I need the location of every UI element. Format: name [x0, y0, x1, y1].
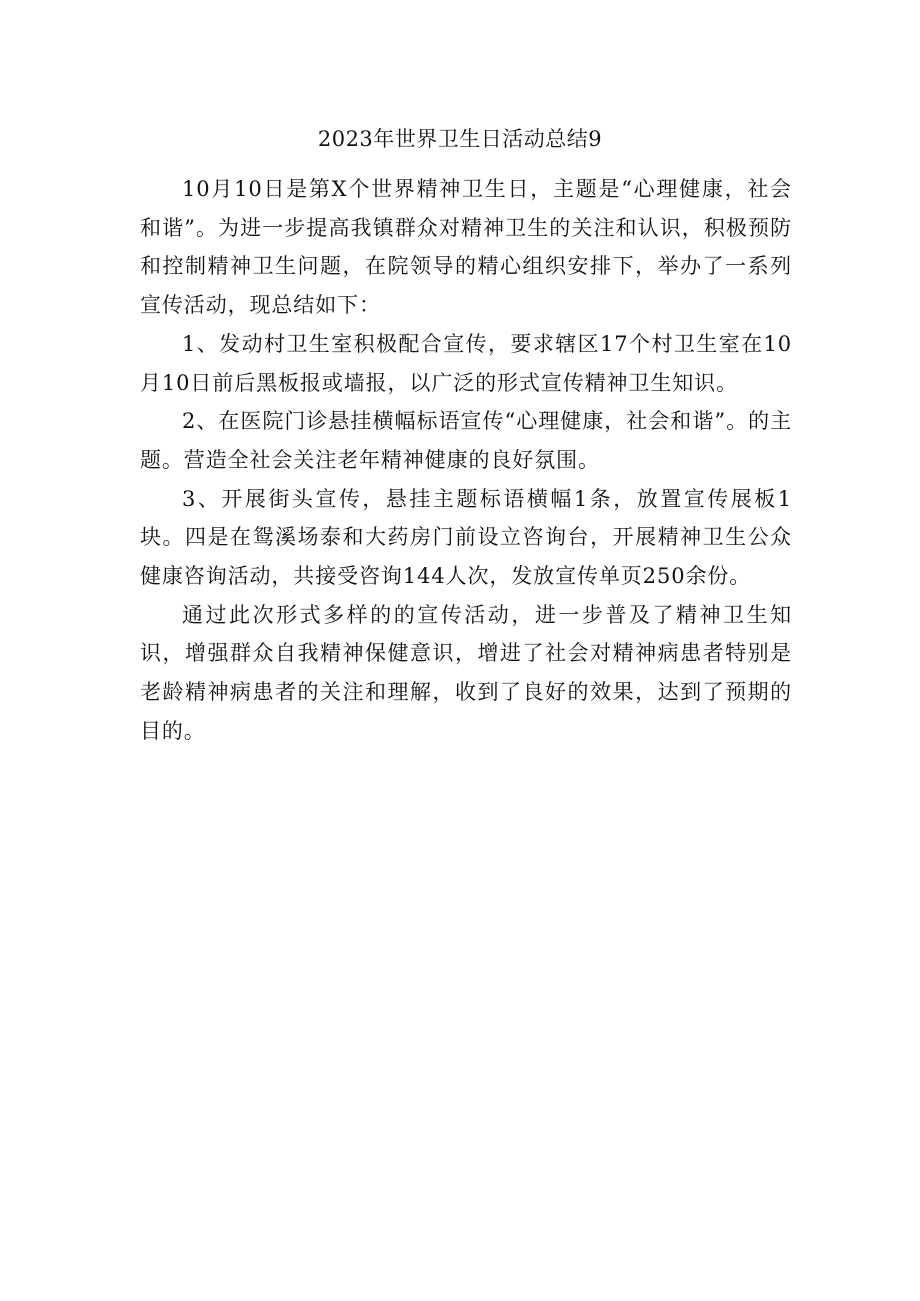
document-title: 2023年世界卫生日活动总结9	[317, 127, 603, 151]
paragraph-item-2: 2、在医院门诊悬挂横幅标语宣传“心理健康，社会和谐”。的主题。营造全社会关注老年精神健康的良好氛围。	[140, 409, 792, 472]
paragraph-item-1: 1、发动村卫生室积极配合宣传，要求辖区17个村卫生室在10月10日前后黑板报或墙报，以广泛的形式宣传精神卫生知识。	[140, 331, 792, 395]
document-body	[140, 170, 792, 751]
paragraph-conclusion: 通过此次形式多样的的宣传活动，进一步普及了精神卫生知识，增强群众自我精神保健意识，增进了社会对精神病患者特别是老龄精神病患者的关注和理解，收到了良好的效果，达到了预期的目的。	[140, 602, 792, 743]
paragraph-intro: 10月10日是第X个世界精神卫生日，主题是“心理健康，社会和谐”。为进一步提高我镇群众对精神卫生的关注和认识，积极预防和控制精神卫生问题，在院领导的精心组织安排下，举办了一系列宣传活动，现总结如下：	[140, 177, 792, 318]
paragraph-item-3: 3、开展街头宣传，悬挂主题标语横幅1条，放置宣传展板1块。四是在鸳溪场泰和大药房门前设立咨询台，开展精神卫生公众健康咨询活动，共接受咨询144人次，发放宣传单页250余份。	[140, 486, 792, 589]
